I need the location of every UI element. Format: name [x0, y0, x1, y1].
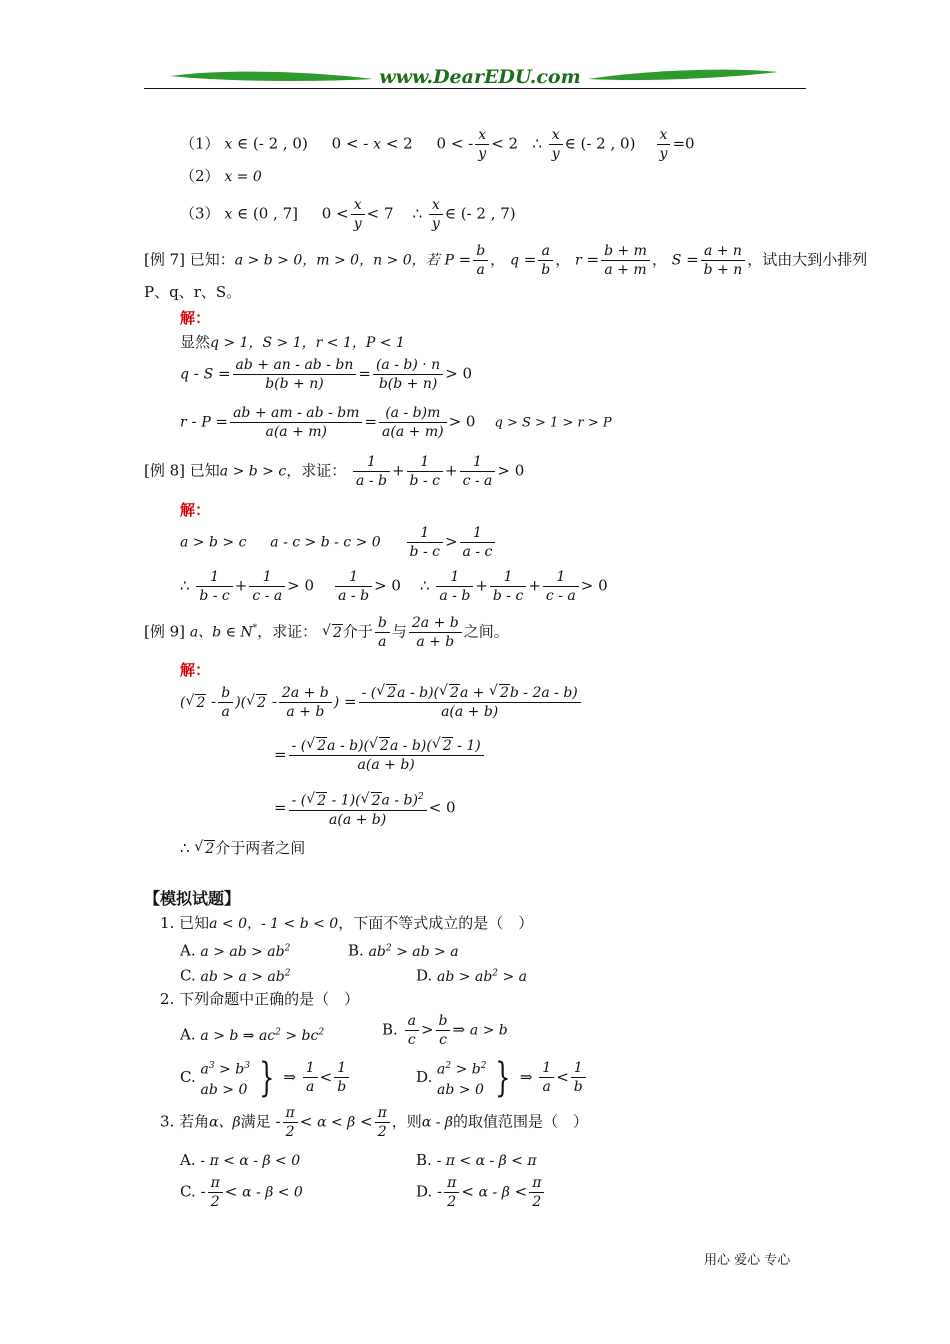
- example-9-step1: (√ 2 - $\frac{b}{a}$ )(√ 2 - $\frac{2a + b}{a + b}$ ) = $\frac{- (√ 2a - b)(√ 2a + √ 2b - 2a - b)}{a(a + b)}$: [180, 684, 583, 721]
- question-3-option-a: A. - π < α - β < 0: [180, 1151, 301, 1169]
- question-1-stem: 1. 已知a < 0，- 1 < b < 0，下面不等式成立的是（ ）: [160, 914, 534, 932]
- case-1: （1） x ∈ (- 2 , 0) 0 < - x < 2 0 < - $\frac{x}{y}$ < 2 ∴ $\frac{x}{y}$ ∈ (- 2 , 0) $\frac{x}{y}$ =0: [180, 127, 695, 162]
- example-9-step2: = $\frac{- (√ 2a - b)(√ 2a - b)(√ 2 - 1)}{a(a + b)}$: [274, 737, 486, 774]
- banner-text: www.DearEDU.com: [379, 66, 581, 88]
- header-rule: [144, 88, 806, 89]
- question-2-option-b: B. $\frac{a}{c}$ > $\frac{b}{c}$ ⇒ a > b: [382, 1013, 508, 1048]
- question-3-option-c: C. - $\frac{\pi}{2}$ < α - β < 0: [180, 1175, 303, 1210]
- question-3-option-b: B. - π < α - β < π: [416, 1151, 537, 1169]
- example-9-step3: = $\frac{- (√ 2 - 1)(√ 2a - b)^2}{a(a + b)}$ < 0: [274, 788, 456, 829]
- example-7-line2: P、q、r、S。: [144, 283, 242, 301]
- example-8-step1: a > b > c a - c > b - c > 0 $\frac{1}{b - c}$ > $\frac{1}{a - c}$: [180, 524, 497, 561]
- question-2-option-c: C. $a^3 > b^3$ ab > 0 } ⇒ $\frac{1}{a}$ < $\frac{1}{b}$: [180, 1056, 351, 1100]
- example-8-solution-label: 解：: [180, 501, 211, 519]
- example-9-statement: [例 9] a、b ∈ N*，求证： √ 2介于 $\frac{b}{a}$ 与 $\frac{2a + b}{a + b}$ 之间。: [144, 614, 509, 651]
- question-1-option-c: C. ab > $a > ab^2$: [180, 966, 291, 985]
- example-7-q-minus-s: q - S = $\frac{ab + an - ab - bn}{b(b + n)}$ = $\frac{(a - b) \cdot n}{b(b + n)}$ > 0: [180, 357, 473, 392]
- example-8-step2: ∴ $\frac{1}{b - c}$ + $\frac{1}{c - a}$ > 0 $\frac{1}{a - b}$ > 0 ∴ $\frac{1}{a - b}$ + $\frac{1}{b - c}$ + $\frac{1}{c - a}$ > 0: [180, 569, 608, 604]
- example-7-obvious: 显然q > 1，S > 1，r < 1，P < 1: [180, 333, 405, 351]
- question-1-option-d: D. ab > $ab^2 > a$: [416, 966, 528, 985]
- footer-slogan: 用心 爱心 专心: [704, 1253, 791, 1268]
- example-9-solution-label: 解：: [180, 661, 211, 679]
- question-2-option-d: D. $a^2 > b^2$ ab > 0 } ⇒ $\frac{1}{a}$ < $\frac{1}{b}$: [416, 1056, 588, 1100]
- example-7-r-minus-p: r - P = $\frac{ab + am - ab - bm}{a(a + m)}$ = $\frac{(a - b)m}{a(a + m)}$ > 0 q > S > 1 > r > P: [180, 405, 612, 440]
- question-1-option-b: B. $ab^2$ > ab > a: [348, 941, 459, 960]
- practice-heading: 【模拟试题】: [144, 889, 241, 908]
- example-7-statement: [例 7] 已知：a > b > 0，m > 0，n > 0，若 P = $\frac{b}{a}$ ， q = $\frac{a}{b}$ ， r = $\frac{b + m}{a + m}$ ， S = $\frac{a + n}{b + n}$ ，试由大到小排列: [144, 243, 868, 278]
- case-2: （2） x = 0: [180, 167, 262, 185]
- example-9-conclusion: ∴ √ 2介于两者之间: [180, 838, 305, 859]
- question-3-option-d: D. - $\frac{\pi}{2}$ < α - β < $\frac{\pi}{2}$: [416, 1174, 546, 1211]
- question-1-option-a: A. a > ab > $ab^2$: [180, 941, 291, 960]
- question-2-option-a: A. a > b ⇒ $ac^2 > bc^2$: [180, 1025, 325, 1044]
- example-7-solution-label: 解：: [180, 309, 211, 327]
- case-3: （3） x ∈ (0 , 7] 0 < $\frac{x}{y}$ < 7 ∴ $\frac{x}{y}$ ∈ (- 2 , 7): [180, 197, 516, 232]
- question-2-stem: 2. 下列命题中正确的是（ ）: [160, 990, 360, 1008]
- example-8-statement: [例 8] 已知a > b > c，求证： $\frac{1}{a - b}$ + $\frac{1}{b - c}$ + $\frac{1}{c - a}$ > 0: [144, 454, 525, 489]
- question-3-stem: 3. 若角α、β满足 - $\frac{\pi}{2}$ < α < β < $\frac{\pi}{2}$ ，则α - β的取值范围是（ ）: [160, 1105, 589, 1140]
